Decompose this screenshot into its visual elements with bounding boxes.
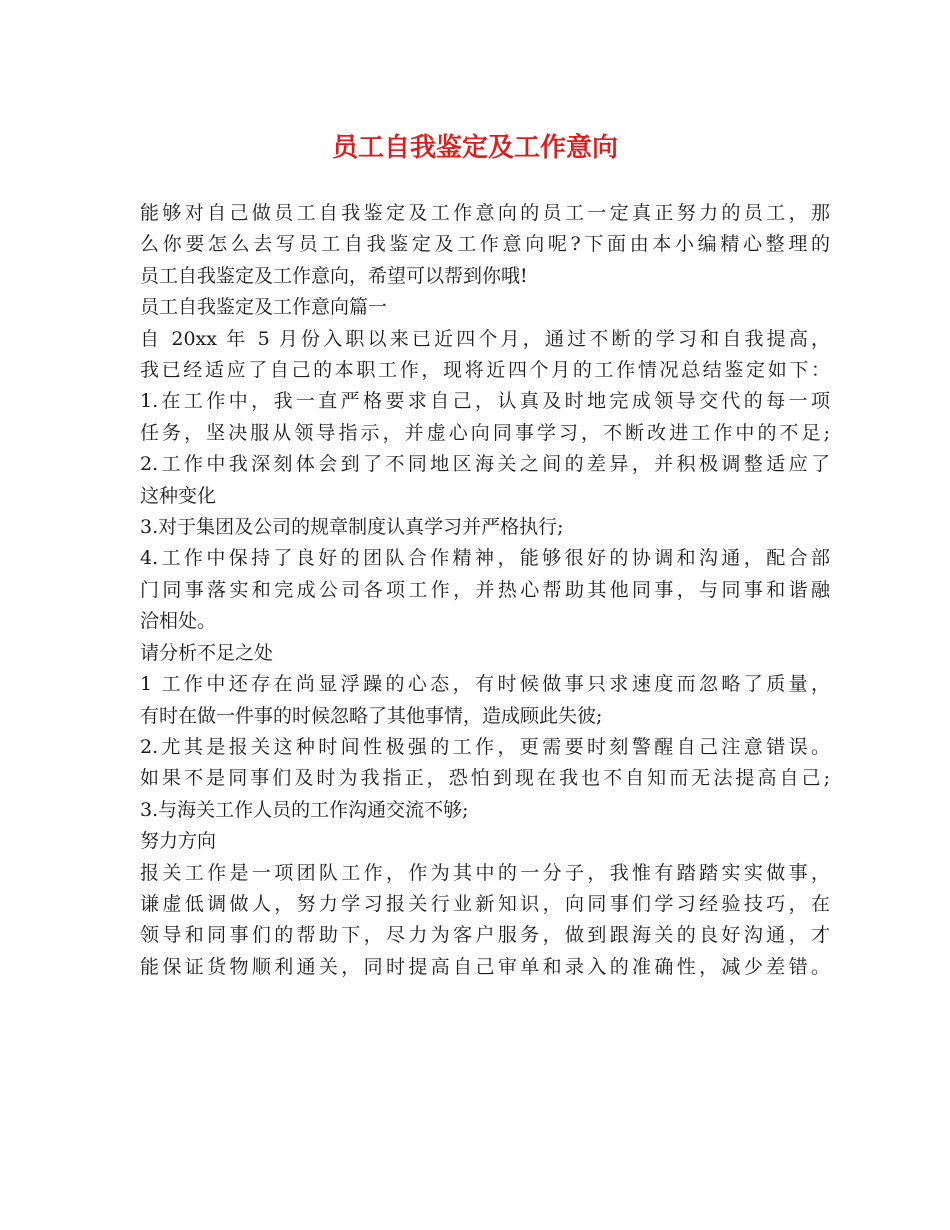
text-line: 么你要怎么去写员工自我鉴定及工作意向呢?下面由本小编精心整理的: [140, 233, 830, 256]
text-line: 努力方向: [140, 830, 217, 853]
text-line: 员工自我鉴定及工作意向篇一: [140, 296, 388, 319]
text-line: 4.工作中保持了良好的团队合作精神，能够很好的协调和沟通，配合部: [140, 547, 830, 570]
text-line: 2.工作中我深刻体会到了不同地区海关之间的差异，并积极调整适应了: [140, 453, 830, 476]
text-line: 员工自我鉴定及工作意向，希望可以帮到你哦!: [140, 264, 528, 287]
document-body: [140, 198, 830, 983]
text-line: 1 工作中还存在尚显浮躁的心态，有时候做事只求速度而忽略了质量，: [140, 673, 830, 696]
text-line: 能保证货物顺利通关，同时提高自己审单和录入的准确性，减少差错。: [140, 955, 830, 978]
text-line: 有时在做一件事的时候忽略了其他事情，造成顾此失彼;: [140, 704, 603, 727]
text-line: 门同事落实和完成公司各项工作，并热心帮助其他同事，与同事和谐融: [140, 578, 830, 601]
text-line: 自 20xx 年 5 月份入职以来已近四个月，通过不断的学习和自我提高，: [140, 327, 830, 350]
text-line: 如果不是同事们及时为我指正，恐怕到现在我也不自知而无法提高自己;: [140, 767, 830, 790]
text-line: 2.尤其是报关这种时间性极强的工作，更需要时刻警醒自己注意错误。: [140, 735, 830, 758]
text-line: 我已经适应了自己的本职工作，现将近四个月的工作情况总结鉴定如下：: [140, 359, 830, 382]
text-line: 3.与海关工作人员的工作沟通交流不够;: [140, 798, 469, 821]
document-title: 员工自我鉴定及工作意向: [331, 133, 618, 163]
text-line: 任务，坚决服从领导指示，并虚心向同事学习，不断改进工作中的不足;: [140, 421, 830, 444]
text-line: 3.对于集团及公司的规章制度认真学习并严格执行;: [140, 516, 564, 539]
text-line: 洽相处。: [140, 610, 217, 633]
text-line: 请分析不足之处: [140, 641, 274, 664]
text-line: 报关工作是一项团队工作，作为其中的一分子，我惟有踏踏实实做事，: [140, 861, 830, 884]
text-line: 这种变化: [140, 484, 217, 507]
text-line: 谦虚低调做人，努力学习报关行业新知识，向同事们学习经验技巧，在: [140, 892, 830, 915]
text-line: 1.在工作中，我一直严格要求自己，认真及时地完成领导交代的每一项: [140, 390, 830, 413]
text-line: 领导和同事们的帮助下，尽力为客户服务，做到跟海关的良好沟通，才: [140, 924, 830, 947]
text-line: 能够对自己做员工自我鉴定及工作意向的员工一定真正努力的员工，那: [140, 202, 830, 224]
